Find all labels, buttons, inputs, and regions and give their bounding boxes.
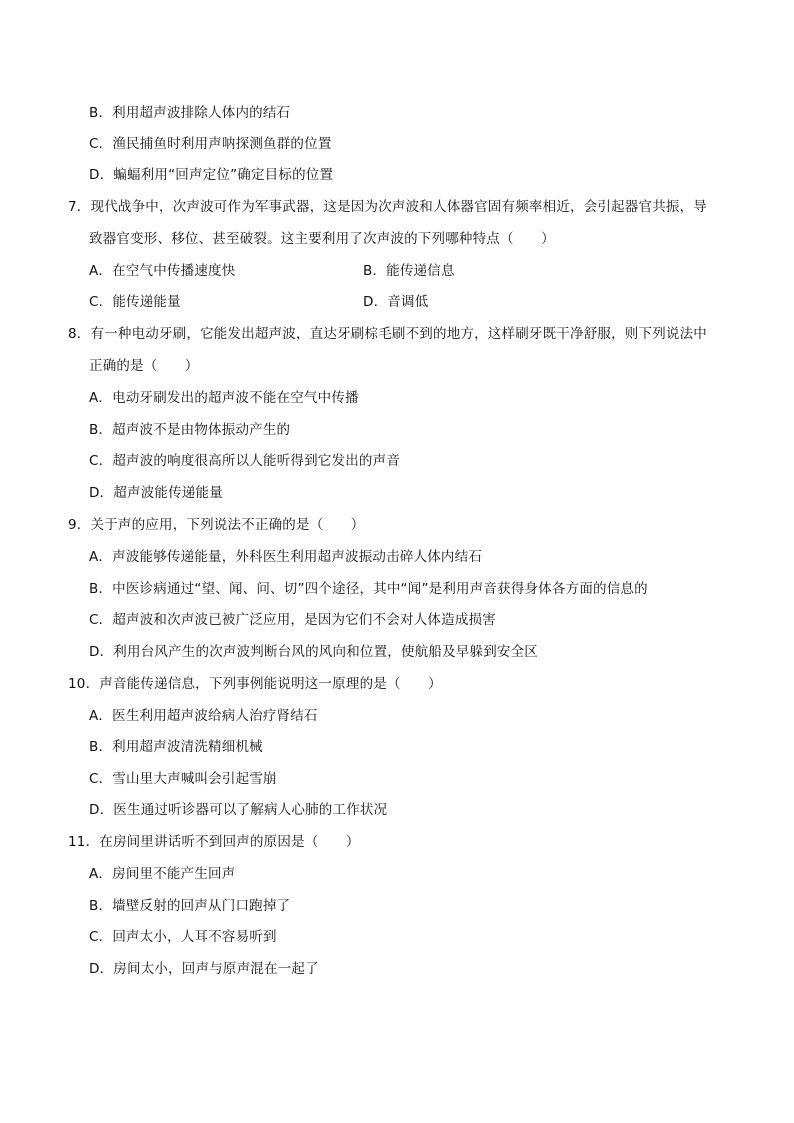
q8-option-b: B．超声波不是由物体振动产生的 (89, 422, 291, 438)
q8-stem-line2: 正确的是（ ） (89, 358, 199, 374)
q10-stem-line1: 10．声音能传递信息，下列事例能说明这一原理的是（ ） (68, 676, 442, 692)
q7-option-b: B．能传递信息 (363, 263, 455, 279)
q11-option-c: C．回声太小，人耳不容易听到 (89, 929, 277, 945)
q11-stem-line1: 11．在房间里讲话听不到回声的原因是（ ） (68, 834, 360, 850)
q7-option-a: A．在空气中传播速度快 (89, 263, 236, 279)
q11-option-a: A．房间里不能产生回声 (89, 866, 236, 882)
q8-option-a: A．电动牙刷发出的超声波不能在空气中传播 (89, 390, 359, 406)
q11-option-d: D．房间太小，回声与原声混在一起了 (89, 961, 319, 977)
q10-option-a: A．医生利用超声波给病人治疗肾结石 (89, 708, 318, 724)
q10-option-d: D．医生通过听诊器可以了解病人心肺的工作状况 (89, 802, 388, 818)
q6-option-b: B．利用超声波排除人体内的结石 (89, 105, 291, 121)
q7-stem-line2: 致器官变形、移位、甚至破裂。这主要利用了次声波的下列哪种特点（ ） (89, 231, 555, 247)
q7-option-c: C．能传递能量 (89, 294, 181, 310)
q6-option-d: D．蝙蝠利用“回声定位”确定目标的位置 (89, 167, 334, 183)
q7-option-d: D．音调低 (363, 294, 429, 310)
q9-option-a: A．声波能够传递能量，外科医生利用超声波振动击碎人体内结石 (89, 549, 483, 565)
q11-option-b: B．墙壁反射的回声从门口跑掉了 (89, 898, 291, 914)
q8-stem-line1: 8．有一种电动牙刷，它能发出超声波，直达牙刷棕毛刷不到的地方，这样刷牙既干净舒服，则下列说法中 (68, 326, 707, 342)
q10-option-b: B．利用超声波清洗精细机械 (89, 739, 263, 755)
q10-option-c: C．雪山里大声喊叫会引起雪崩 (89, 771, 277, 787)
q7-stem-line1: 7．现代战争中，次声波可作为军事武器，这是因为次声波和人体器官固有频率相近，会引起器官共振，导 (68, 199, 707, 215)
q8-option-d: D．超声波能传递能量 (89, 485, 223, 501)
q9-option-b: B．中医诊病通过“望、闻、问、切”四个途径，其中“闻”是利用声音获得身体各方面的信息的 (89, 581, 648, 597)
q9-stem-line1: 9．关于声的应用，下列说法不正确的是（ ） (68, 517, 365, 533)
q9-option-d: D．利用台风产生的次声波判断台风的风向和位置，使航船及早躲到安全区 (89, 644, 538, 660)
q6-option-c: C．渔民捕鱼时利用声呐探测鱼群的位置 (89, 136, 332, 152)
q9-option-c: C．超声波和次声波已被广泛应用，是因为它们不会对人体造成损害 (89, 612, 496, 628)
q8-option-c: C．超声波的响度很高所以人能听得到它发出的声音 (89, 453, 401, 469)
